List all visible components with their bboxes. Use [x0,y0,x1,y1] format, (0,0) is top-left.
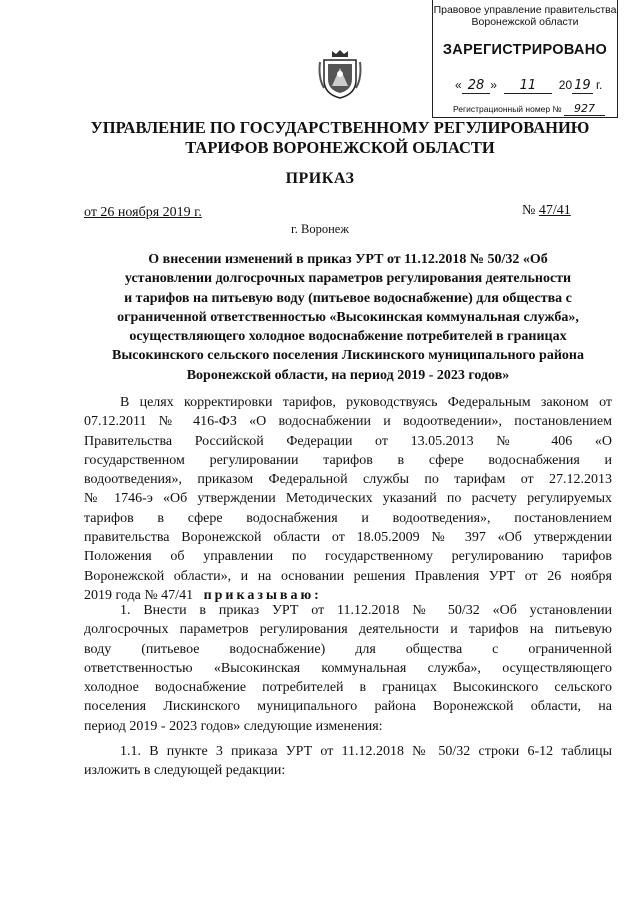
stamp-year: 19 [574,78,591,93]
stamp-registered: ЗАРЕГИСТРИРОВАНО [442,42,608,58]
stamp-reg-number [453,102,605,116]
paragraph-line: Положения об управлении по государственному регулированию тарифов [84,549,612,565]
stamp-year-prefix: 20 [558,78,573,92]
paragraph-line: 1. Внести в приказ УРТ от 11.12.2018 № 50/32 «Об установлении [120,603,612,618]
paragraph-line: холодное водоснабжение потребителей в границах Высокинского сельского [84,680,612,696]
department-line: ТАРИФОВ ВОРОНЕЖСКОЙ ОБЛАСТИ [185,138,495,157]
orders-word: приказываю: [203,587,322,603]
paragraph-line: 07.12.2011 № 416-ФЗ «О водоснабжении и водоотведении», постановлением [84,414,612,430]
paragraph-line: Воронежской области», и на основании решения Правления УРТ от 26 ноября [84,568,612,584]
subject-line: установлении долгосрочных параметров регулирования деятельности [124,271,572,287]
order-number-value: 47/41 [538,203,571,218]
registration-stamp [432,0,618,118]
paragraph-line: поселения Лискинского муниципального района Воронежской области, на [84,699,612,715]
order-number-prefix: № [522,203,536,218]
stamp-authority-line: Правовое управление правительства [433,4,617,16]
department-line: УПРАВЛЕНИЕ ПО ГОСУДАРСТВЕННОМУ РЕГУЛИРОВАНИЮ [90,118,590,137]
stamp-reg-value: 927 [564,102,605,116]
paragraph-line: изложить в следующей редакции: [84,763,286,779]
stamp-year-end: г. [596,78,603,92]
stamp-reg-label: Регистрационный номер № [453,104,562,114]
stamp-authority [433,4,617,28]
subject-line: осуществляющего холодное водоснабжение потребителей в границах [129,329,567,345]
paragraph-line: № 1746-э «Об утверждении Методических указаний по расчету регулируемых [84,491,612,507]
order-date: от 26 ноября 2019 г. [84,205,202,220]
stamp-day: 28 [462,78,491,94]
subject-line: ограниченной ответственностью «Высокинская коммунальная служба», [117,309,579,325]
stamp-month: 11 [504,78,553,94]
order-city: г. Воронеж [291,222,349,236]
stamp-date: « 28 » 11 20 19 г. [455,78,603,93]
subject-line: Воронежской области, на период 2019 - 2023 годов» [186,367,510,383]
order-title: ПРИКАЗ [285,170,355,187]
paragraph-line: ответственностью «Высокинская коммунальная служба», осуществляющего [84,660,612,676]
paragraph-line: Правительства Российской Федерации от 13.05.2013 № 406 «О [84,433,612,449]
department-name [90,118,590,158]
subject-line: Высокинского сельского поселения Лискинского муниципального района [112,348,584,364]
paragraph-line: правительства Воронежской области от 18.05.2009 № 397 «Об утверждении [84,530,612,546]
stamp-authority-line: Воронежской области [471,16,579,28]
order-subject [84,250,612,385]
subject-line: и тарифов на питьевую воду (питьевое водоснабжение) для общества с [124,290,572,306]
paragraph-line: водоотведения», приказом Федеральной службы по тарифам от 27.12.2013 [84,472,612,488]
paragraph-line: государственном регулировании тарифов в сфере водоснабжения и [84,452,612,468]
coat-of-arms-icon [318,48,362,100]
paragraph-line: воду (питьевое водоснабжение) для общества с ограниченной [84,641,612,657]
paragraph-line: В целях корректировки тарифов, руководствуясь Федеральным законом от [120,395,612,410]
order-number [522,203,571,219]
paragraph-line: тарифов в сфере водоснабжения и водоотведения», постановлением [84,510,612,526]
paragraph-line: 1.1. В пункте 3 приказа УРТ от 11.12.2018 № 50/32 строки 6-12 таблицы [120,744,612,759]
paragraph-line: период 2019 - 2023 годов» следующие изменения: [84,718,383,734]
item-1-paragraph [84,601,612,736]
preamble-last-text: 2019 года № 47/41 [84,587,194,603]
paragraph-line: долгосрочных параметров регулирования деятельности и тарифов на питьевую [84,622,612,638]
subject-line: О внесении изменений в приказ УРТ от 11.12.2018 № 50/32 «Об [148,252,548,267]
preamble-paragraph [84,393,612,605]
item-1-1-paragraph [84,742,612,781]
